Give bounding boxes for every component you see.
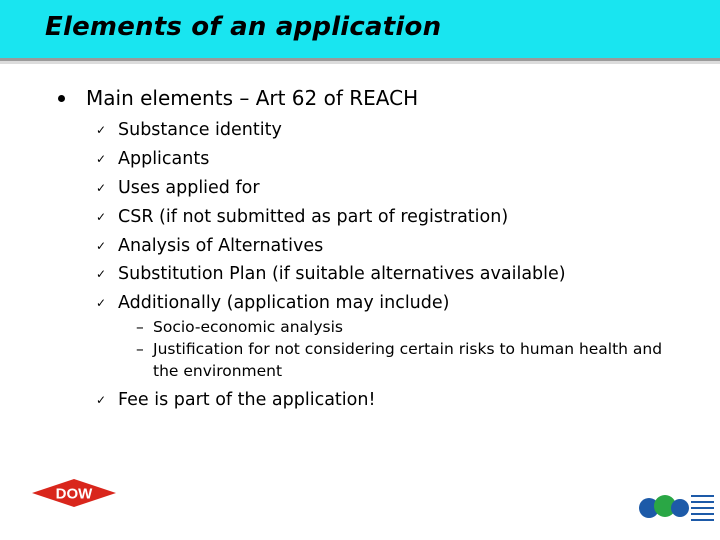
logo-circle-right: [671, 499, 689, 517]
list-item: [96, 174, 566, 203]
list-item-text: Additionally (application may include): [118, 293, 450, 314]
sub-list-item: [136, 338, 683, 382]
checkmark-icon: ✓: [96, 393, 107, 407]
sub-list-item: [136, 316, 683, 338]
checkmark-icon: ✓: [96, 267, 107, 282]
fee-note-text: Fee is part of the application!: [118, 390, 376, 410]
logo-lines: [691, 496, 714, 520]
dow-logo: [30, 478, 118, 512]
checkmark-icon: ✓: [96, 238, 107, 253]
checkmark-icon: ✓: [96, 152, 107, 167]
bullet-dot-icon: [58, 95, 65, 102]
list-item: [96, 231, 566, 260]
checkmark-icon: ✓: [96, 296, 107, 311]
checkmark-icon: ✓: [96, 209, 107, 224]
fee-note: [96, 390, 375, 410]
main-bullet: [58, 86, 418, 110]
list-item-text: Substitution Plan (if suitable alternatives available): [118, 264, 566, 285]
checkmark-icon: ✓: [96, 123, 107, 138]
list-item: [96, 289, 566, 318]
list-item-text: CSR (if not submitted as part of registration): [118, 206, 509, 227]
dow-logo-text: DOW: [55, 485, 93, 503]
list-item: [96, 145, 566, 174]
iccm-logo: [636, 490, 716, 526]
slide-title: Elements of an application: [45, 12, 442, 42]
list-item-text: Substance identity: [118, 120, 282, 141]
list-item-text: Analysis of Alternatives: [118, 235, 324, 256]
sub-list-item-text: Socio-economic analysis: [153, 318, 343, 336]
sub-list-item-text: Justification for not considering certain risks to human health and the environment: [153, 340, 663, 380]
main-bullet-text: Main elements – Art 62 of REACH: [86, 86, 419, 110]
check-list: [96, 116, 566, 318]
dash-icon: –: [136, 318, 144, 336]
list-item-text: Applicants: [118, 149, 210, 170]
list-item-text: Uses applied for: [118, 177, 260, 198]
list-item: [96, 116, 566, 145]
checkmark-icon: ✓: [96, 180, 107, 195]
list-item: [96, 260, 566, 289]
list-item: [96, 202, 566, 231]
dash-icon: –: [136, 340, 144, 358]
title-bar: [0, 0, 720, 61]
sub-list: [136, 316, 683, 382]
